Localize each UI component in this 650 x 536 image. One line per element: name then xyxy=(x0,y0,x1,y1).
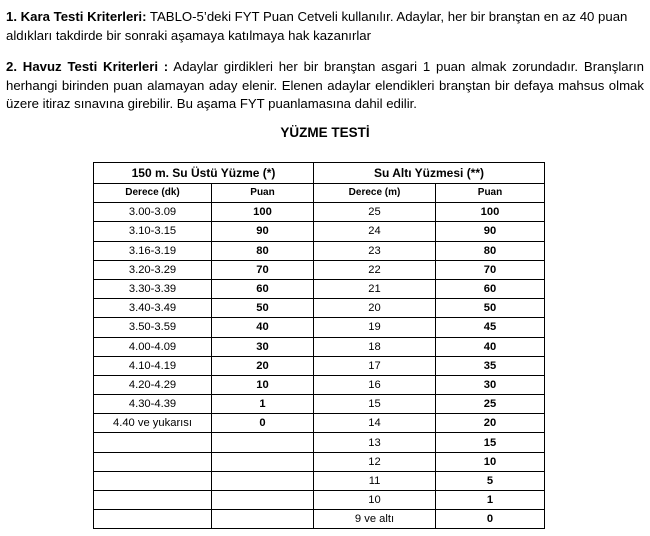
table-row xyxy=(94,279,545,298)
points-cell xyxy=(212,471,314,490)
table-row xyxy=(94,433,545,452)
distance-cell: 11 xyxy=(314,471,436,490)
points-cell: 30 xyxy=(212,337,314,356)
havuz-testi-paragraph xyxy=(6,58,644,114)
distance-cell: 18 xyxy=(314,337,436,356)
points-cell: 15 xyxy=(436,433,545,452)
time-cell: 4.00-4.09 xyxy=(94,337,212,356)
time-cell: 3.16-3.19 xyxy=(94,241,212,260)
points-cell: 30 xyxy=(436,375,545,394)
time-cell xyxy=(94,510,212,529)
time-cell xyxy=(94,452,212,471)
table-row xyxy=(94,337,545,356)
yuzme-testi-table xyxy=(93,162,545,529)
points-cell: 50 xyxy=(436,299,545,318)
table-row xyxy=(94,414,545,433)
distance-cell: 14 xyxy=(314,414,436,433)
table-row xyxy=(94,395,545,414)
kara-testi-paragraph xyxy=(6,8,644,45)
points-cell: 40 xyxy=(212,318,314,337)
table-row xyxy=(94,471,545,490)
time-cell: 4.10-4.19 xyxy=(94,356,212,375)
points-cell: 80 xyxy=(212,241,314,260)
time-cell: 4.40 ve yukarısı xyxy=(94,414,212,433)
time-cell xyxy=(94,471,212,490)
sub-header-points: Puan xyxy=(436,184,545,203)
points-cell: 5 xyxy=(436,471,545,490)
distance-cell: 24 xyxy=(314,222,436,241)
distance-cell: 25 xyxy=(314,203,436,222)
points-cell: 100 xyxy=(212,203,314,222)
table-row xyxy=(94,241,545,260)
points-cell: 1 xyxy=(212,395,314,414)
distance-cell: 10 xyxy=(314,491,436,510)
table-row xyxy=(94,222,545,241)
table-row xyxy=(94,318,545,337)
points-cell: 80 xyxy=(436,241,545,260)
time-cell xyxy=(94,433,212,452)
time-cell: 3.00-3.09 xyxy=(94,203,212,222)
table-row xyxy=(94,375,545,394)
distance-cell: 13 xyxy=(314,433,436,452)
time-cell: 3.30-3.39 xyxy=(94,279,212,298)
points-cell: 10 xyxy=(436,452,545,471)
points-cell: 40 xyxy=(436,337,545,356)
group-header-row xyxy=(94,163,545,184)
time-cell: 3.50-3.59 xyxy=(94,318,212,337)
distance-cell: 20 xyxy=(314,299,436,318)
points-cell: 60 xyxy=(436,279,545,298)
time-cell xyxy=(94,491,212,510)
table-row xyxy=(94,510,545,529)
kara-testi-text: TABLO-5’deki FYT Puan Cetveli kullanılır. Adaylar, her bir branştan en az 40 puan aldıkları takdirde bir sonraki aşamaya katılmaya hak kazanırlar xyxy=(6,9,628,43)
points-cell xyxy=(212,452,314,471)
table-row xyxy=(94,356,545,375)
group-header-underwater-swim: Su Altı Yüzmesi (**) xyxy=(314,163,545,184)
distance-cell: 21 xyxy=(314,279,436,298)
points-cell: 35 xyxy=(436,356,545,375)
points-cell: 90 xyxy=(212,222,314,241)
points-cell xyxy=(212,433,314,452)
points-cell: 100 xyxy=(436,203,545,222)
points-cell: 1 xyxy=(436,491,545,510)
table-row xyxy=(94,299,545,318)
distance-cell: 19 xyxy=(314,318,436,337)
table-title: YÜZME TESTİ xyxy=(280,125,370,140)
distance-cell: 9 ve altı xyxy=(314,510,436,529)
time-cell: 4.20-4.29 xyxy=(94,375,212,394)
distance-cell: 15 xyxy=(314,395,436,414)
time-cell: 3.40-3.49 xyxy=(94,299,212,318)
sub-header-row xyxy=(94,184,545,203)
time-cell: 3.10-3.15 xyxy=(94,222,212,241)
distance-cell: 16 xyxy=(314,375,436,394)
points-cell: 70 xyxy=(212,260,314,279)
points-cell: 45 xyxy=(436,318,545,337)
points-cell: 10 xyxy=(212,375,314,394)
points-cell: 0 xyxy=(212,414,314,433)
table-row xyxy=(94,452,545,471)
points-cell: 20 xyxy=(436,414,545,433)
havuz-testi-text: Adaylar girdikleri her bir branştan asgari 1 puan almak zorundadır. Branşların herhangi birinden puan alamayan aday elenir. Elenen adaylar elendikleri branştan bir defaya mahsus olmak üzere itiraz sınavına girebilir. Bu aşama FYT puanlamasına dahil edilir. xyxy=(6,59,644,111)
distance-cell: 17 xyxy=(314,356,436,375)
time-cell: 3.20-3.29 xyxy=(94,260,212,279)
distance-cell: 23 xyxy=(314,241,436,260)
points-cell xyxy=(212,491,314,510)
table-row xyxy=(94,260,545,279)
points-cell: 25 xyxy=(436,395,545,414)
points-cell: 90 xyxy=(436,222,545,241)
table-row xyxy=(94,203,545,222)
points-cell xyxy=(212,510,314,529)
sub-header-points: Puan xyxy=(212,184,314,203)
group-header-surface-swim: 150 m. Su Üstü Yüzme (*) xyxy=(94,163,314,184)
kara-testi-heading: 1. Kara Testi Kriterleri: xyxy=(6,9,147,24)
points-cell: 70 xyxy=(436,260,545,279)
points-cell: 20 xyxy=(212,356,314,375)
time-cell: 4.30-4.39 xyxy=(94,395,212,414)
points-cell: 0 xyxy=(436,510,545,529)
table-row xyxy=(94,491,545,510)
distance-cell: 22 xyxy=(314,260,436,279)
sub-header-distance: Derece (m) xyxy=(314,184,436,203)
sub-header-time: Derece (dk) xyxy=(94,184,212,203)
points-cell: 60 xyxy=(212,279,314,298)
distance-cell: 12 xyxy=(314,452,436,471)
points-cell: 50 xyxy=(212,299,314,318)
havuz-testi-heading: 2. Havuz Testi Kriterleri : xyxy=(6,59,169,74)
